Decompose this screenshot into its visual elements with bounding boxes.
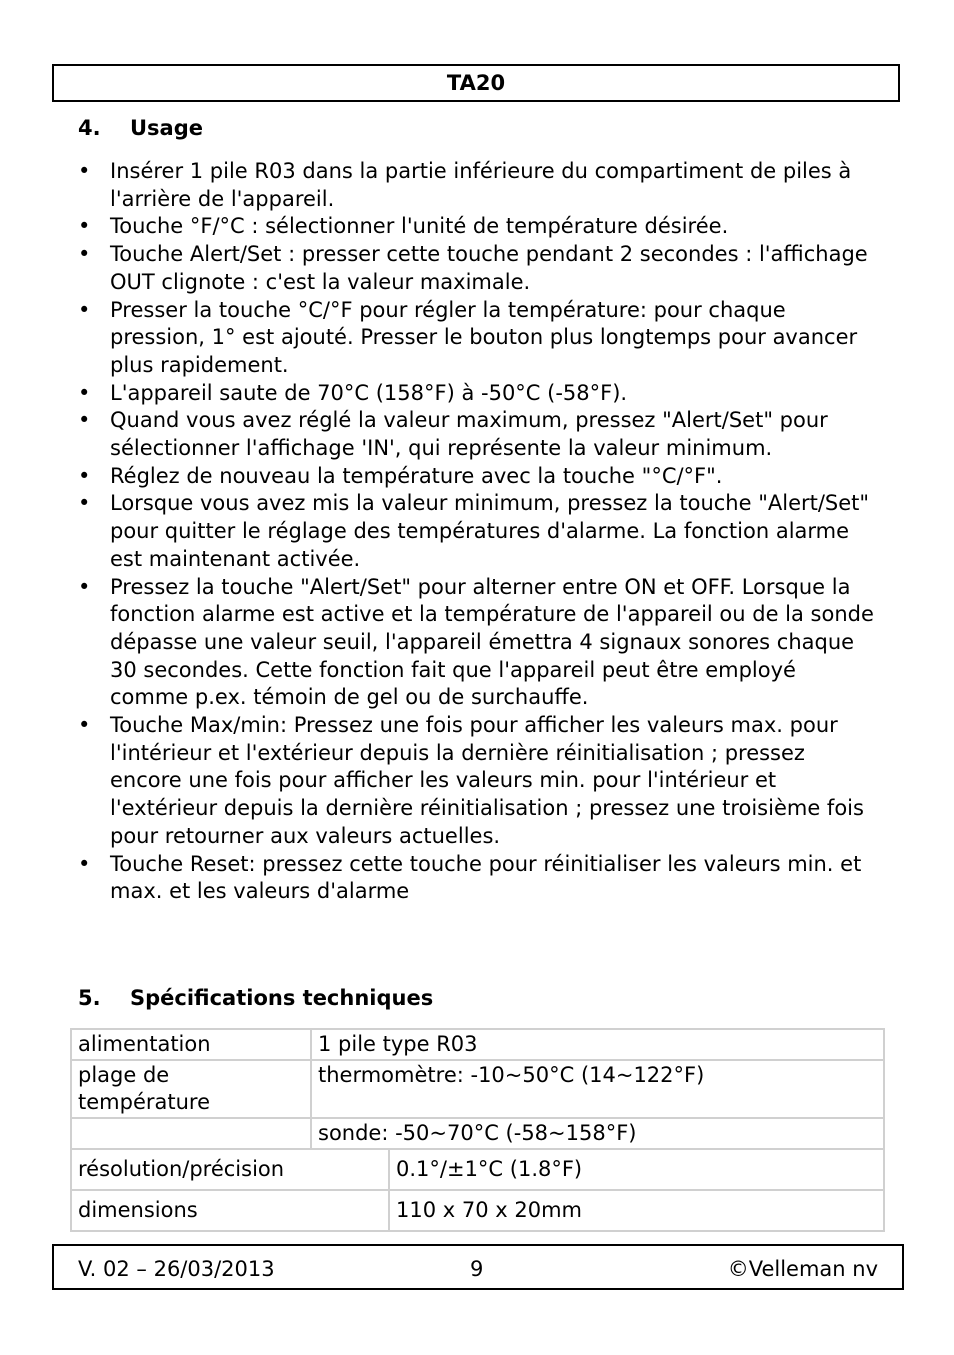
specifications-table	[70, 1028, 885, 1232]
table-row	[71, 1190, 884, 1231]
header-title: TA20	[446, 71, 506, 95]
document-header	[52, 64, 900, 102]
section-title-usage	[78, 116, 203, 140]
table-row	[71, 1149, 884, 1190]
list-item: • Lorsque vous avez mis la valeur minimum, pressez la touche "Alert/Set" pour quitter le réglage des températures d'alarme. La fonction alarme est maintenant activée.	[78, 490, 878, 573]
spec-label-resolution: résolution/précision	[71, 1149, 389, 1190]
spec-label-range: plage de température	[71, 1060, 311, 1118]
section-title-specifications	[78, 986, 433, 1010]
table-row	[71, 1118, 884, 1149]
section-number: 5.	[78, 986, 101, 1010]
list-item: • L'appareil saute de 70°C (158°F) à -50°C (-58°F).	[78, 380, 878, 408]
spec-value-probe: sonde: -50~70°C (-58~158°F)	[311, 1118, 884, 1149]
footer-copyright: ©Velleman nv	[727, 1257, 878, 1281]
footer-version: V. 02 – 26/03/2013	[78, 1257, 275, 1281]
list-item: • Pressez la touche "Alert/Set" pour alterner entre ON et OFF. Lorsque la fonction alarme est active et la température de l'appareil ou de la sonde dépasse une valeur seuil, l'appareil émettra 4 signaux sonores chaque 30 secondes. Cette fonction fait que l'appareil peut être employé comme p.ex. témoin de gel ou de surchauffe.	[78, 574, 878, 713]
spec-value-resolution: 0.1°/±1°C (1.8°F)	[389, 1149, 884, 1190]
section-title-text: Spécifications techniques	[130, 986, 434, 1010]
list-item: • Touche Max/min: Pressez une fois pour afficher les valeurs max. pour l'intérieur et l'extérieur depuis la dernière réinitialisation ; pressez encore une fois pour afficher les valeurs min. pour l'intérieur et l'extérieur depuis la dernière réinitialisation ; pressez une troisième fois pour retourner aux valeurs actuelles.	[78, 712, 878, 851]
spec-label-empty	[71, 1118, 311, 1149]
document-footer	[52, 1244, 904, 1290]
spec-value-dimensions: 110 x 70 x 20mm	[389, 1190, 884, 1231]
list-item: • Touche Alert/Set : presser cette touche pendant 2 secondes : l'affichage OUT clignote : c'est la valeur maximale.	[78, 241, 878, 296]
list-item: • Insérer 1 pile R03 dans la partie inférieure du compartiment de piles à l'arrière de l'appareil.	[78, 158, 878, 213]
section-number: 4.	[78, 116, 101, 140]
list-item: • Touche °F/°C : sélectionner l'unité de température désirée.	[78, 213, 878, 241]
spec-value-power: 1 pile type R03	[311, 1029, 884, 1060]
usage-bullet-list	[78, 158, 878, 906]
section-title-text: Usage	[130, 116, 203, 140]
footer-page-number: 9	[470, 1257, 484, 1281]
table-row	[71, 1060, 884, 1118]
list-item: • Quand vous avez réglé la valeur maximum, pressez "Alert/Set" pour sélectionner l'affichage 'IN', qui représente la valeur minimum.	[78, 407, 878, 462]
table-row	[71, 1029, 884, 1060]
spec-label-power: alimentation	[71, 1029, 311, 1060]
spec-label-dimensions: dimensions	[71, 1190, 389, 1231]
list-item: • Touche Reset: pressez cette touche pour réinitialiser les valeurs min. et max. et les valeurs d'alarme	[78, 851, 878, 906]
spec-value-thermometer: thermomètre: -10~50°C (14~122°F)	[311, 1060, 884, 1118]
list-item: • Réglez de nouveau la température avec la touche "°C/°F".	[78, 463, 878, 491]
list-item: • Presser la touche °C/°F pour régler la température: pour chaque pression, 1° est ajouté. Presser le bouton plus longtemps pour avancer plus rapidement.	[78, 297, 878, 380]
